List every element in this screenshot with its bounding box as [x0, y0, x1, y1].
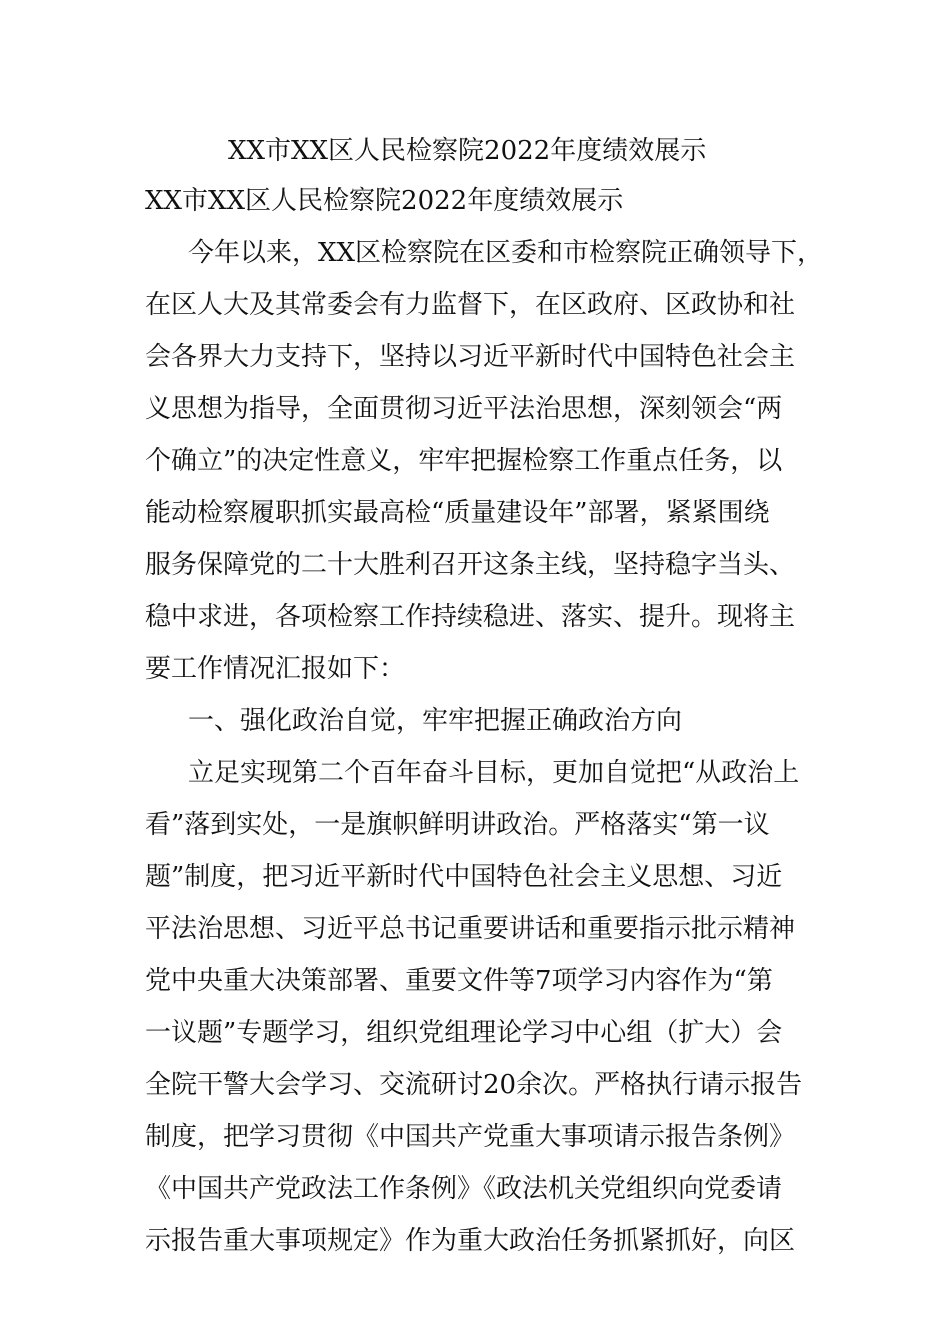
paragraph-line: 党中央重大决策部署、重要文件等7项学习内容作为“第 [145, 966, 773, 996]
paragraph-line: 个确立”的决定性意义，牢牢把握检察工作重点任务，以 [145, 446, 783, 476]
paragraph-line: 题”制度，把习近平新时代中国特色社会主义思想、习近 [145, 862, 783, 892]
paragraph-line: 能动检察履职抓实最高检“质量建设年”部署，紧紧围绕 [145, 498, 770, 528]
paragraph-line: 平法治思想、习近平总书记重要讲话和重要指示批示精神 [145, 914, 796, 944]
paragraph-line: 看”落到实处，一是旗帜鲜明讲政治。严格落实“第一议 [145, 810, 770, 840]
paragraph-line: 制度，把学习贯彻《中国共产党重大事项请示报告条例》 [145, 1122, 796, 1152]
paragraph-line: 全院干警大会学习、交流研讨20余次。严格执行请示报告 [145, 1070, 803, 1100]
paragraph-line: 示报告重大事项规定》作为重大政治任务抓紧抓好，向区 [145, 1226, 796, 1256]
paragraph-line: 在区人大及其常委会有力监督下，在区政府、区政协和社 [145, 290, 796, 320]
paragraph-line: 会各界大力支持下，坚持以习近平新时代中国特色社会主 [145, 342, 796, 372]
paragraph-line: 稳中求进，各项检察工作持续稳进、落实、提升。现将主 [145, 602, 796, 632]
paragraph-line: 义思想为指导，全面贯彻习近平法治思想，深刻领会“两 [145, 394, 783, 424]
paragraph-line: 立足实现第二个百年奋斗目标，更加自觉把“从政治上 [188, 758, 800, 788]
paragraph-line: 要工作情况汇报如下： [145, 654, 406, 684]
paragraph-line: 今年以来，XX区检察院在区委和市检察院正确领导下， [188, 238, 824, 268]
paragraph-line: 一议题”专题学习，组织党组理论学习中心组（扩大）会 [145, 1018, 783, 1048]
paragraph-line: 服务保障党的二十大胜利召开这条主线，坚持稳字当头、 [145, 550, 796, 580]
paragraph-line: 《中国共产党政法工作条例》《政法机关党组织向党委请 [145, 1174, 783, 1204]
document-subtitle: XX市XX区人民检察院2022年度绩效展示 [145, 186, 624, 216]
document-title: XX市XX区人民检察院2022年度绩效展示 [228, 136, 707, 166]
section-heading: 一、强化政治自觉，牢牢把握正确政治方向 [188, 706, 683, 736]
